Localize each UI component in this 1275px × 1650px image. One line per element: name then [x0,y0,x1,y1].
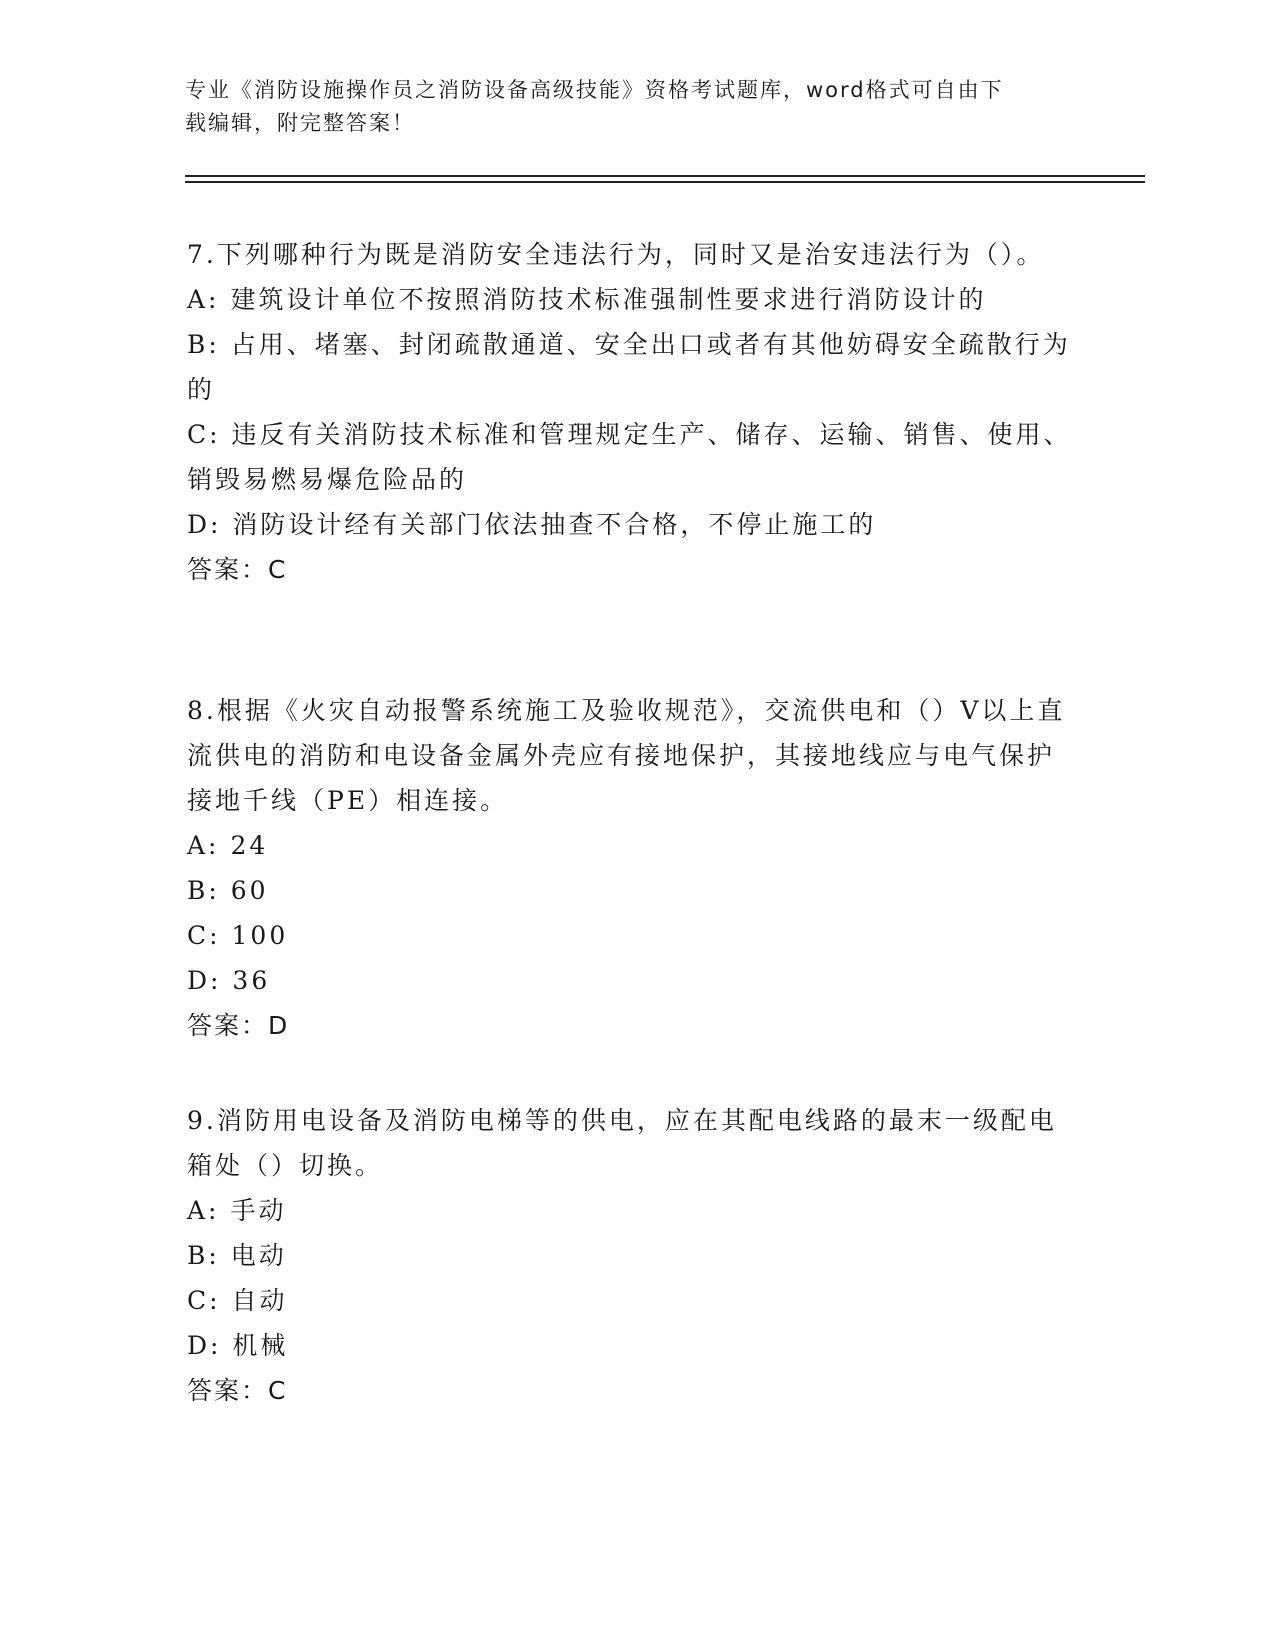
option-key: C: [187,1286,221,1315]
option-key: D: [187,966,222,995]
option-c [187,1278,1087,1323]
option-key: C: [187,921,221,950]
option-c [187,913,1087,958]
option-d [187,502,1087,547]
option-key: C: [187,420,221,449]
header-divider-top [185,175,1145,177]
option-a [187,277,1087,322]
option-text: 手动 [230,1196,287,1225]
answer-label: 答案：C [187,555,288,584]
option-text: 36 [232,966,271,995]
option-d [187,1323,1087,1368]
option-key: D: [187,1331,222,1360]
option-b [187,868,1087,913]
option-key: B: [187,876,220,905]
document-header [185,74,1065,140]
option-a [187,823,1087,868]
header-divider-bottom [185,181,1145,183]
question-7 [187,232,1087,592]
option-text: 24 [230,831,269,860]
option-key: A: [187,285,220,314]
option-key: A: [187,831,220,860]
question-stem: 8.根据《火灾自动报警系统施工及验收规范》，交流供电和（）V以上直流供电的消防和电设备金属外壳应有接地保护，其接地线应与电气保护接地千线（PE）相连接。 [187,696,1066,815]
option-a [187,1188,1087,1233]
header-line-2: 载编辑，附完整答案！ [185,111,415,135]
option-text: 机械 [232,1331,289,1360]
answer-label: 答案：C [187,1376,288,1405]
option-text: 建筑设计单位不按照消防技术标准强制性要求进行消防设计的 [230,285,987,314]
option-b [187,1233,1087,1278]
option-text: 60 [230,876,269,905]
question-stem: 9.消防用电设备及消防电梯等的供电，应在其配电线路的最末一级配电箱处（）切换。 [187,1106,1057,1180]
option-text: 电动 [230,1241,287,1270]
question-8 [187,688,1087,1048]
option-key: D: [187,510,222,539]
option-text: 占用、堵塞、封闭疏散通道、安全出口或者有其他妨碍安全疏散行为的 [187,330,1071,404]
option-b [187,322,1087,412]
option-key: B: [187,330,220,359]
option-text: 100 [231,921,289,950]
option-text: 违反有关消防技术标准和管理规定生产、储存、运输、销售、使用、销毁易燃易爆危险品的 [187,420,1072,494]
option-text: 自动 [231,1286,288,1315]
option-key: B: [187,1241,220,1270]
option-d [187,958,1087,1003]
question-9 [187,1098,1087,1413]
option-text: 消防设计经有关部门依法抽查不合格，不停止施工的 [232,510,877,539]
option-c [187,412,1087,502]
header-line-1: 专业《消防设施操作员之消防设备高级技能》资格考试题库，word格式可自由下 [185,78,1004,102]
question-stem: 7.下列哪种行为既是消防安全违法行为，同时又是治安违法行为（）。 [187,240,1045,269]
option-key: A: [187,1196,220,1225]
answer-label: 答案：D [187,1011,290,1040]
